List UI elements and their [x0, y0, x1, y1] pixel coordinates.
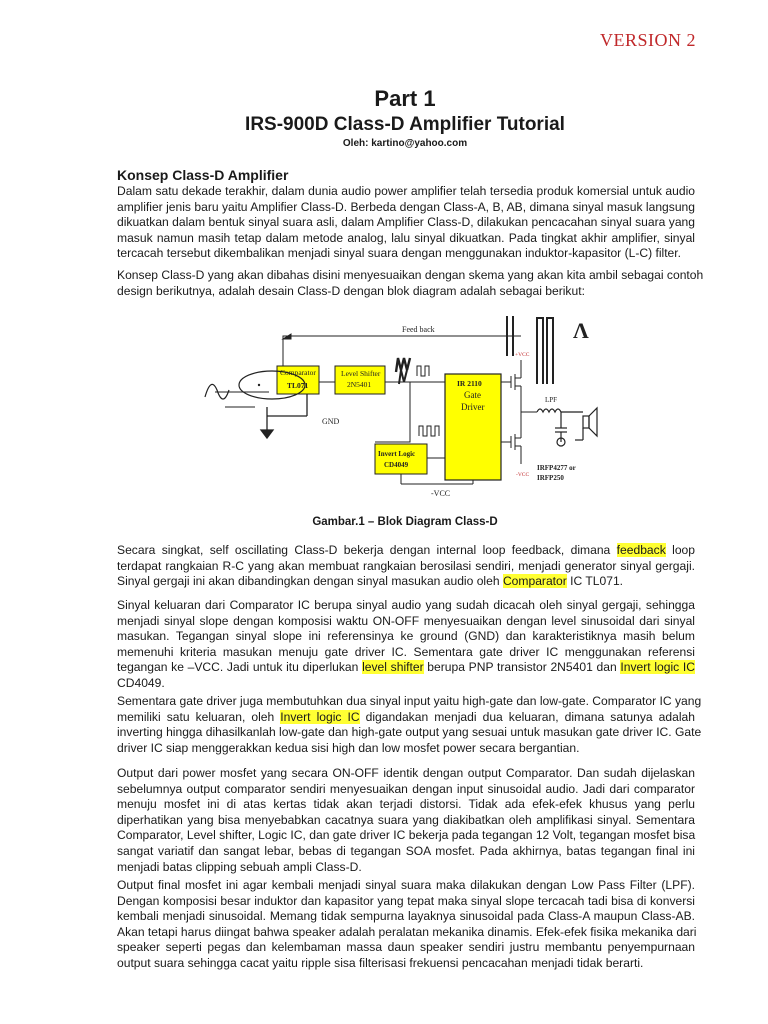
- text-line: sebelumnya output comparator sendiri menyesuaikan dengan input sinusoidal audio. Jadi dari comparator: [117, 781, 695, 796]
- text-line: driver IC siap menggerakkan kedua sisi high dan low mosfet power secara bergantian.: [117, 740, 580, 755]
- neg-vcc-label: -VCC: [431, 489, 451, 498]
- invert-logic-block: [375, 444, 427, 474]
- text-line: Sinyal gergaji ini akan dibandingkan dengan sinyal masukan audio oleh Comparator IC TL071.: [117, 574, 624, 589]
- highlight-comparator: Comparator: [502, 574, 567, 589]
- block-diagram: [195, 312, 615, 502]
- invert-logic-part: CD4049: [384, 461, 409, 469]
- highlight-invert-logic: Invert logic IC: [620, 660, 696, 675]
- text-line: tercacah tersebut dikembalikan menjadi sinyal suara dengan menggunakan induktor-kapasitor (L-C) filter.: [117, 246, 682, 261]
- text-line: masukan. Tegangan sinyal slope ini referensinya ke ground (GND) dan karakteristiknya masih belum: [117, 629, 695, 644]
- level-shifter-part: 2N5401: [347, 380, 372, 389]
- text-line: Sementara gate driver juga membutuhkan dua sinyal input yaitu high-gate dan low-gate. Comparator IC yang: [117, 694, 702, 708]
- paragraph-concept: [117, 268, 704, 299]
- text-line: masuk namun masih tetap dalam metode analog, lalu sinyal dikuatkan. Pada tingkat akhir amplifier, sinyal: [117, 230, 695, 245]
- lpf-label: LPF: [545, 396, 558, 404]
- capacitor-icon: [555, 412, 583, 446]
- inductor-icon: [537, 409, 561, 412]
- neg-vcc-small: -VCC: [516, 472, 530, 478]
- text-line: diperhatikan yang bisa menyebabkan cacatnya suara yang diakibatkan oleh amplifikasi sinyal. Sementara: [117, 812, 695, 827]
- part-heading: Part 1: [374, 86, 436, 111]
- text-line: speaker seperti pegas dan kelembaman massa daun speaker sendiri justru membantu penyempurnaan: [117, 940, 695, 955]
- mosfet-part-b: IRFP250: [537, 474, 564, 482]
- comparator-part: TL071: [287, 381, 309, 390]
- feedback-label: Feed back: [402, 325, 435, 334]
- paragraph-comparator-output: [117, 598, 695, 692]
- square-wave-icon: [419, 426, 439, 436]
- gate-driver-ic: IR 2110: [457, 379, 482, 388]
- gate-driver-label: Driver: [461, 402, 485, 412]
- sawtooth-wave-icon: [396, 358, 410, 372]
- text-line: memenuhi kriteria masukan menuju gate driver IC. Sementara gate driver IC menggunakan referensi: [117, 644, 695, 659]
- text-line: Akan tetapi harus diingat bahwa speaker adalah peralatan mekanika dinamis. Efek-efek fisika mekanika dari: [117, 924, 697, 939]
- mosfet-part-a: IRFP4277 or: [537, 464, 576, 472]
- text-line: menuju mosfet ini di atas kertas tidak akan terjadi distorsi. Tidak ada efek-efek khusus yang perlu: [117, 797, 695, 812]
- text-line: CD4049.: [117, 675, 165, 690]
- text-line: sangat variatif dan sangat lebar, bebas di tegangan SOA mosfet. Pada akhirnya, batas tegangan final ini: [117, 843, 695, 858]
- text-line: Secara singkat, self oscillating Class-D bekerja dengan internal loop feedback, dimana feedback loop: [117, 543, 696, 557]
- paragraph-lpf: [117, 878, 695, 972]
- version-label: VERSION 2: [600, 30, 697, 50]
- paragraph-mosfet-output: [117, 766, 695, 875]
- text-line: Sinyal keluaran dari Comparator IC berupa sinyal audio yang sudah dicacah oleh sinyal gergaji, sehingga: [117, 598, 695, 612]
- text-line: dikuatkan dalam bentuk sinyal suara asli, dalam Amplifier Class-D, dilakukan pencacahan sinyal suara yang: [117, 215, 695, 230]
- text-line: Konsep Class-D yang akan dibahas disini menyesuaikan dengan skema yang akan kita ambil sebagai contoh: [117, 268, 704, 282]
- highlight-invert-logic: Invert logic IC: [280, 709, 360, 724]
- paragraph-feedback: [117, 543, 695, 590]
- text-line: kembali menjadi sinusoidal. Memang tidak sempurna layaknya sinusoidal pada Class-A maupun Class-AB.: [117, 909, 695, 924]
- text-line: menjadi sinyal slope dengan komposisi waktu ON-OFF menyesuaikan dengan level sinusoidal dari sinyal: [117, 613, 695, 628]
- text-line: memiliki satu keluaran, oleh Invert logic IC digandakan menjadi dua keluaran, dimana satunya adalah: [117, 709, 696, 724]
- sine-output-symbol: Λ: [573, 318, 589, 343]
- text-line: Dalam satu dekade terakhir, dalam dunia audio power amplifier telah tersedia produk komersial untuk audio: [117, 184, 695, 198]
- text-line: inverting hingga dihasilkanlah low-gate dan high-gate output yang sesuai untuk masukan gate driver IC. Gate: [117, 725, 702, 740]
- square-wave-icon: [417, 366, 429, 376]
- gnd-label: GND: [322, 417, 340, 426]
- text-line: Output dari power mosfet yang secara ON-OFF identik dengan output Comparator. Dan sudah dijelaskan: [117, 766, 695, 780]
- text-line: Comparator, Level shifter, Logic IC, dan gate driver IC bekerja pada tegangan 12 Volt, tegangan mosfet bisa: [117, 828, 696, 843]
- text-line: terdapat rangkaian R-C yang akan membuat rangkaian berosilasi sendiri, menjadi generator sinyal gergaji.: [117, 558, 695, 573]
- document-title: IRS-900D Class-D Amplifier Tutorial: [245, 114, 565, 135]
- text-line: output suara sehingga cacat yaitu ripple sisa filterisasi frekuensi pencacahan menjadi tidak berarti.: [117, 955, 644, 970]
- level-shifter-label: Level Shifter: [341, 369, 381, 378]
- text-line: menjadi batas clipping sebuah ampli Class-D.: [117, 859, 362, 874]
- invert-logic-label: Invert Logic: [378, 450, 416, 458]
- figure-caption: Gambar.1 – Blok Diagram Class-D: [312, 516, 498, 528]
- paragraph-intro: [117, 184, 695, 262]
- highlight-level-shifter: level shifter: [362, 660, 424, 675]
- comparator-label: Comparator: [280, 368, 316, 377]
- section-heading: Konsep Class-D Amplifier: [117, 167, 289, 183]
- ground-symbol: [261, 394, 307, 438]
- pos-vcc-small: +VCC: [515, 352, 530, 358]
- text-line: tegangan ke –VCC. Jadi untuk itu diperlukan level shifter berupa PNP transistor 2N5401 dan Invert logic IC: [117, 660, 696, 675]
- text-line: Output final mosfet ini agar kembali menjadi sinyal suara maka dilakukan dengan Low Pass Filter (LPF).: [117, 878, 695, 892]
- paragraph-gate-driver: [117, 694, 702, 756]
- highlight-feedback: feedback: [616, 543, 666, 557]
- text-line: design berikutnya, adalah desain Class-D dengan blok diagram adalah sebagai berikut:: [117, 283, 585, 298]
- gate-driver-gate: Gate: [464, 390, 481, 400]
- square-wave-output: [507, 316, 553, 384]
- author-line: Oleh: kartino@yahoo.com: [342, 138, 468, 149]
- text-line: amplifier jenis baru yaitu Amplifier Class-D. Berbeda dengan Class-A, B, AB, dimana sinyal masuk langsung: [117, 199, 695, 214]
- text-line: Dengan komposisi besar induktor dan kapasitor yang tepat maka sinyal slope tercacah tadi bisa di konversi: [117, 893, 695, 908]
- mosfet-pair: [501, 360, 537, 464]
- speaker-icon: [575, 408, 597, 440]
